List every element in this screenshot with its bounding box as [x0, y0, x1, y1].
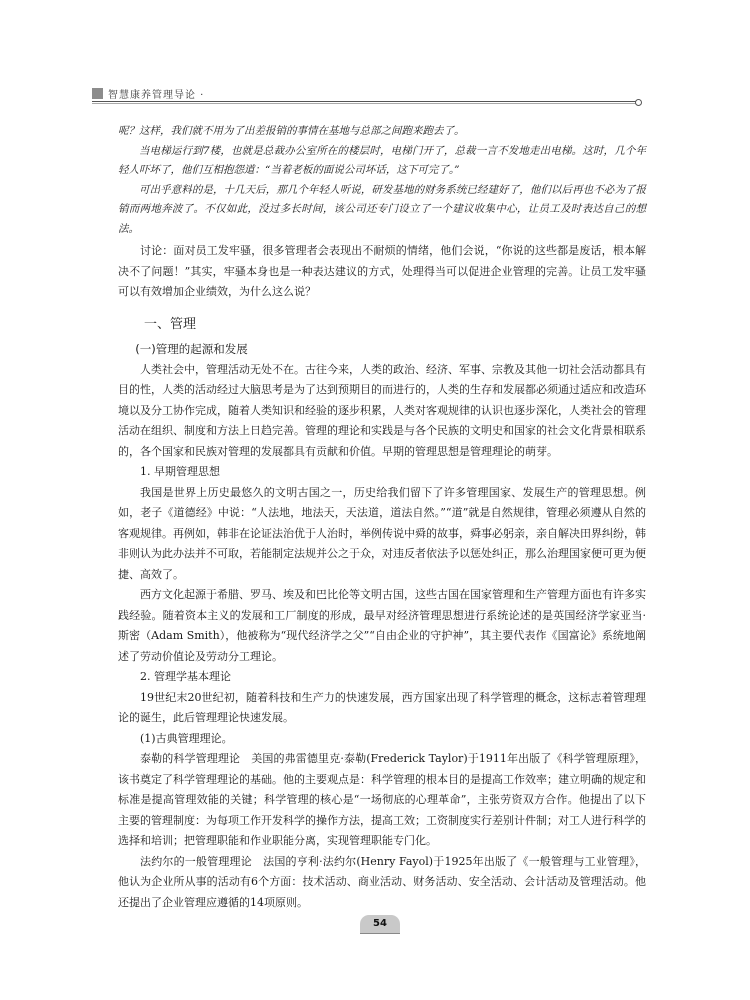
- page-body: [118, 122, 646, 913]
- item-heading: 2. 管理学基本理论: [140, 670, 231, 683]
- case-paragraph: 可出乎意料的是，十几天后，那几个年轻人听说，研发基地的财务系统已经建好了，他们以后再也不必为了报销而两地奔波了。不仅如此，没过多长时间，该公司还专门设立了一个建议收集中心，让员工及时表达自己的想法。: [118, 183, 646, 235]
- fayol-text: 法国的亨利·法约尔(Henry Fayol)于1925年出版了《一般管理与工业管理》，他认为企业所从事的活动有6个方面：技术活动、商业活动、财务活动、安全活动、会计活动及管理活动。他还提出了企业管理应遵循的14项原则。: [118, 854, 647, 909]
- discussion-question: 讨论：面对员工发牢骚，很多管理者会表现出不耐烦的情绪，他们会说，“你说的这些都是废话，根本解决不了问题！”其实，牢骚本身也是一种表达建议的方式，处理得当可以促进企业管理的完善。让员工发牢骚可以有效增加企业绩效，为什么这么说？: [118, 244, 646, 298]
- body-paragraph: 人类社会中，管理活动无处不在。古往今来，人类的政治、经济、军事、宗教及其他一切社会活动都具有目的性，人类的活动经过大脑思考是为了达到预期目的而进行的，人类的生存和发展都必须通过适应和改造环境以及分工协作完成，随着人类知识和经验的逐步积累，人类对客观规律的认识也逐步深化，人类社会的管理活动在组织、制度和方法上日趋完善。管理的理论和实践是与各个民族的文明史和国家的社会文化背景相联系的，各个国家和民族对管理的发展都具有贡献和价值。早期的管理思想是管理理论的萌芽。: [118, 362, 646, 458]
- taylor-text: 美国的弗雷德里克·泰勒(Frederick Taylor)于1911年出版了《科学管理原理》，该书奠定了科学管理理论的基础。他的主要观点是：科学管理的根本目的是提高工作效率；建立明确的规定和标准是提高管理效能的关键；科学管理的核心是“一场彻底的心理革命”，主张劳资双方合作。他提出了以下主要的管理制度：为每项工作开发科学的操作方法，提高工效；工资制度实行差别计件制；对工人进行科学的选择和培训；把管理职能和作业职能分离，实现管理职能专门化。: [118, 752, 647, 847]
- body-paragraph: 19世纪末20世纪初，随着科技和生产力的快速发展，西方国家出现了科学管理的概念，这标志着管理理论的诞生，此后管理理论快速发展。: [118, 690, 646, 724]
- book-title: 智慧康养管理导论 ·: [108, 90, 205, 101]
- running-header: [92, 86, 642, 106]
- item-heading: 1. 早期管理思想: [140, 465, 220, 478]
- subsection-heading: (一)管理的起源和发展: [135, 341, 248, 356]
- fayol-lead: 法约尔的一般管理理论: [140, 854, 252, 868]
- section-heading: 一、管理: [144, 316, 197, 332]
- taylor-lead: 泰勒的科学管理理论: [140, 752, 241, 765]
- header-rule-thin: [92, 103, 636, 104]
- header-rule-end-icon: [635, 99, 642, 106]
- body-paragraph: 西方文化起源于希腊、罗马、埃及和巴比伦等文明古国，这些古国在国家管理和生产管理方面也有许多实践经验。随着资本主义的发展和工厂制度的形成，最早对经济管理思想进行系统论述的是英国经济学家亚当·斯密（Adam Smith），他被称为“现代经济学之父”“自由企业的守护神”，其主要代表作《国富论》系统地阐述了劳动价值论及劳动分工理论。: [118, 588, 646, 663]
- page-number-rule: [360, 933, 400, 934]
- body-paragraph: 我国是世界上历史最悠久的文明古国之一，历史给我们留下了许多管理国家、发展生产的管理思想。例如，老子《道德经》中说：“人法地，地法天，天法道，道法自然。”“道”就是自然规律，管理必须遵从自然的客观规律。再例如，韩非在论证法治优于人治时，举例传说中舜的故事，舜事必躬亲，亲自解决田界纠纷，韩非则认为此办法并不可取，若能制定法规并公之于众，对违反者依法予以惩处纠正，那么治理国家便可更为便捷、高效了。: [118, 485, 646, 581]
- item-heading: (1)古典管理理论。: [140, 731, 233, 745]
- page-number: 54: [360, 915, 400, 933]
- case-paragraph: 呢？这样，我们就不用为了出差报销的事情在基地与总部之间跑来跑去了。: [118, 125, 465, 137]
- body-paragraph: [118, 749, 646, 852]
- case-paragraph: 当电梯运行到7楼，也就是总裁办公室所在的楼层时，电梯门开了，总裁一言不发地走出电梯。这时，几个年轻人吓坏了，他们互相抱怨道：“当着老板的面说公司坏话，这下可完了。”: [118, 144, 646, 176]
- header-rule: [92, 101, 636, 102]
- header-square-icon: [92, 88, 103, 99]
- body-paragraph: [118, 852, 646, 914]
